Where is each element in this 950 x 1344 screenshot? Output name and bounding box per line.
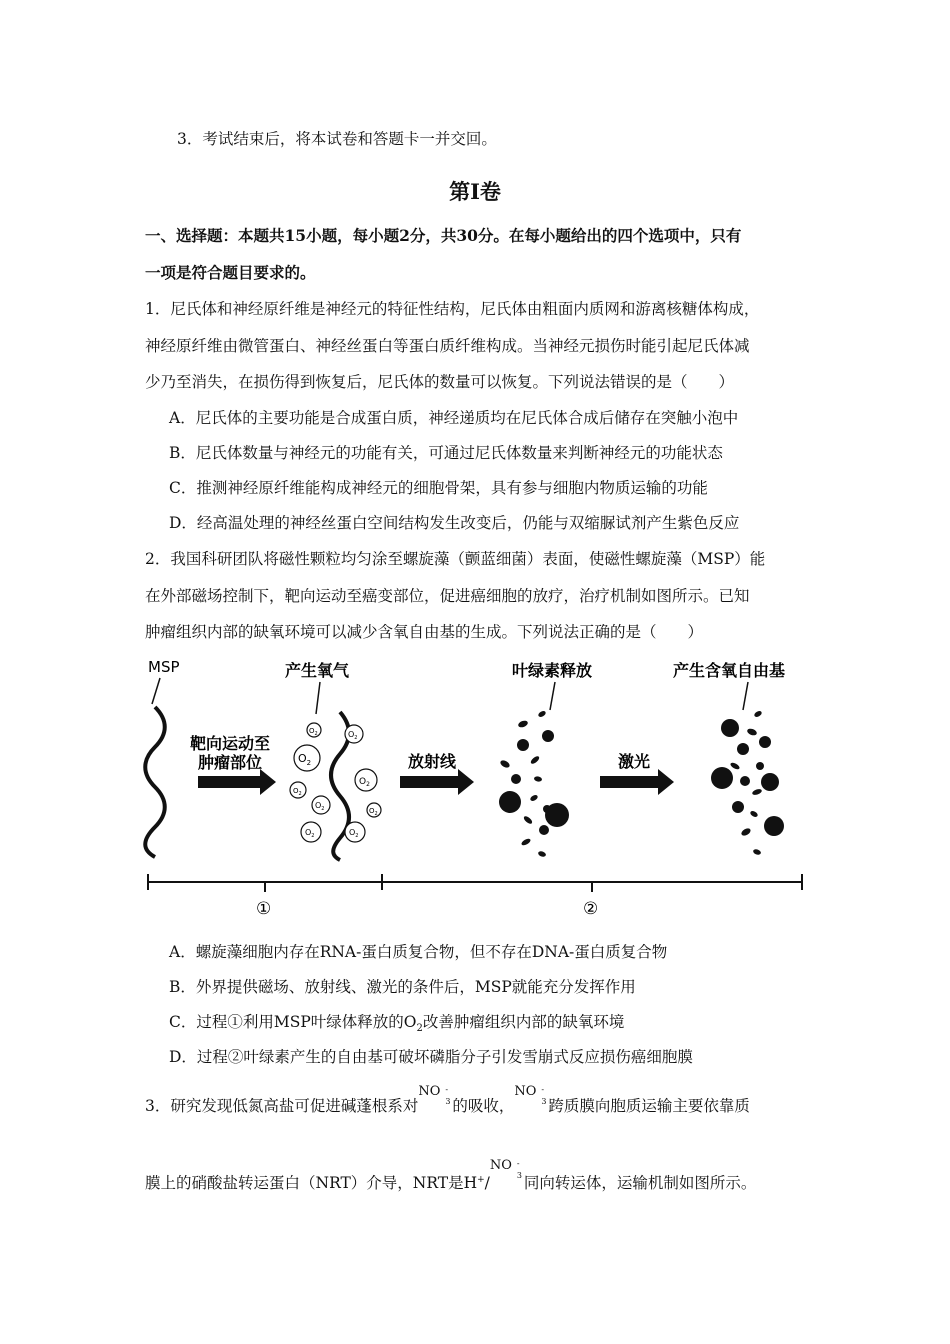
target-arrow [198,769,276,795]
oxygen-bubble [307,723,321,737]
q2-option-c-subscript: 2 [416,1023,423,1035]
svg-text:O2: $O_2$ [298,752,312,767]
target-label-line2: 肿瘤部位 [198,753,263,772]
slash: / [484,1174,490,1193]
oxygen-bubble [312,796,330,814]
q1-option-c: C．推测神经原纤维能构成神经元的细胞骨架，具有参与细胞内物质运输的功能 [169,479,708,497]
q3-text-part2: 的吸收， [452,1097,515,1115]
svg-text:O2: $O_2$ [348,730,358,741]
oxygen-bubble [345,822,365,842]
radiation-label: 放射线 [408,752,457,771]
stage-2-label: ② [583,899,599,919]
oxygen-label: 产生氧气 [285,661,350,680]
q3-stem-line2 [145,1158,757,1193]
q2-stem-line2: 在外部磁场控制下，靶向运动至癌变部位，促进癌细胞的放疗，治疗机制如图所示。已知 [145,587,750,605]
q2-option-a: A．螺旋藻细胞内存在RNA-蛋白质复合物，但不存在DNA-蛋白质复合物 [169,943,668,961]
radical-fragments [711,710,784,856]
instruction-3: 3．考试结束后，将本试卷和答题卡一并交回。 [177,130,497,148]
fragmented-spiral [499,710,569,858]
nitrate-ion-2: NO - 3 [514,1084,547,1106]
chlorophyll-pointer-line [550,682,555,710]
msp-spiral [145,707,165,857]
q3-line2-part2: 同向转运体，运输机制如图所示。 [523,1174,757,1193]
radiation-arrow [400,769,474,795]
radicals-pointer-line [743,682,748,710]
q2-stem-line1: 2．我国科研团队将磁性颗粒均匀涂至螺旋藻（颤蓝细菌）表面，使磁性螺旋藻（MSP）能 [145,550,766,568]
chlorophyll-label: 叶绿素释放 [512,661,593,680]
svg-text:O2: $O_2$ [369,807,378,817]
nitrate-ion-1: NO - 3 [418,1084,451,1106]
nitrate-ion-3: NO - 3 [489,1158,522,1180]
q3-text-part3: 跨质膜向胞质运输主要依靠质 [548,1097,750,1115]
q3-stem-line1 [145,1084,750,1116]
part1-heading-line1: 一、选择题：本题共15小题，每小题2分，共30分。在每小题给出的四个选项中，只有 [145,226,742,245]
oxygen-bubble [290,782,306,798]
laser-label: 激光 [618,752,651,771]
laser-arrow [600,769,674,795]
svg-text:O2: $O_2$ [309,727,318,737]
oxygen-bubble [355,769,377,791]
oxygen-bubble [294,745,320,771]
oxygen-bubble [301,822,321,842]
target-label-line1: 靶向运动至 [190,734,271,753]
q2-option-c-pre: C．过程①利用MSP叶绿体释放的O [169,1013,417,1031]
q1-stem-line2: 神经原纤维由微管蛋白、神经丝蛋白等蛋白质纤维构成。当神经元损伤时能引起尼氏体减 [145,337,750,355]
q1-stem-line3: 少乃至消失，在损伤得到恢复后，尼氏体的数量可以恢复。下列说法错误的是（ ） [145,373,735,391]
q1-stem-line1: 1．尼氏体和神经原纤维是神经元的特征性结构，尼氏体由粗面内质网和游离核糖体构成， [145,300,760,318]
q3-line2-part1: 膜上的硝酸盐转运蛋白（NRT）介导，NRT是H [145,1174,478,1193]
q1-option-d: D．经高温处理的神经丝蛋白空间结构发生改变后，仍能与双缩脲试剂产生紫色反应 [169,514,740,532]
msp-label: MSP [148,658,180,676]
q1-option-b: B．尼氏体数量与神经元的功能有关，可通过尼氏体数量来判断神经元的功能状态 [169,444,723,462]
oxygen-pointer-line [316,682,320,714]
q2-option-b: B．外界提供磁场、放射线、激光的条件后，MSP就能充分发挥作用 [169,978,636,996]
q2-option-c [169,1012,624,1039]
part1-heading-line2: 一项是符合题目要求的。 [145,263,316,282]
stage-1-label: ① [256,899,272,919]
msp-pointer-line [152,678,160,704]
svg-text:O2: $O_2$ [359,777,370,788]
q2-option-d: D．过程②叶绿素产生的自由基可破坏磷脂分子引发雪崩式反应损伤癌细胞膜 [169,1048,693,1066]
q1-option-a: A．尼氏体的主要功能是合成蛋白质，神经递质均在尼氏体合成后储存在突触小泡中 [169,409,739,427]
oxygen-bubble [367,803,381,817]
h-plus-superscript: + [477,1175,485,1185]
msp-mechanism-figure [140,652,810,922]
radicals-label: 产生含氧自由基 [673,661,786,680]
q2-stem-line3: 肿瘤组织内部的缺氧环境可以减少含氧自由基的生成。下列说法正确的是（ ） [145,623,704,641]
section-title: 第Ⅰ卷 [449,179,501,204]
svg-text:O2: $O_2$ [349,828,359,839]
q2-option-c-post: 改善肿瘤组织内部的缺氧环境 [422,1013,625,1031]
svg-text:O2: $O_2$ [305,828,315,839]
svg-text:O2: $O_2$ [315,801,325,812]
q3-text-part1: 3．研究发现低氮高盐可促进碱蓬根系对 [145,1097,419,1115]
svg-text:O2: $O_2$ [293,787,302,797]
stage-bracket [148,874,802,892]
oxygen-bubble [345,725,363,743]
